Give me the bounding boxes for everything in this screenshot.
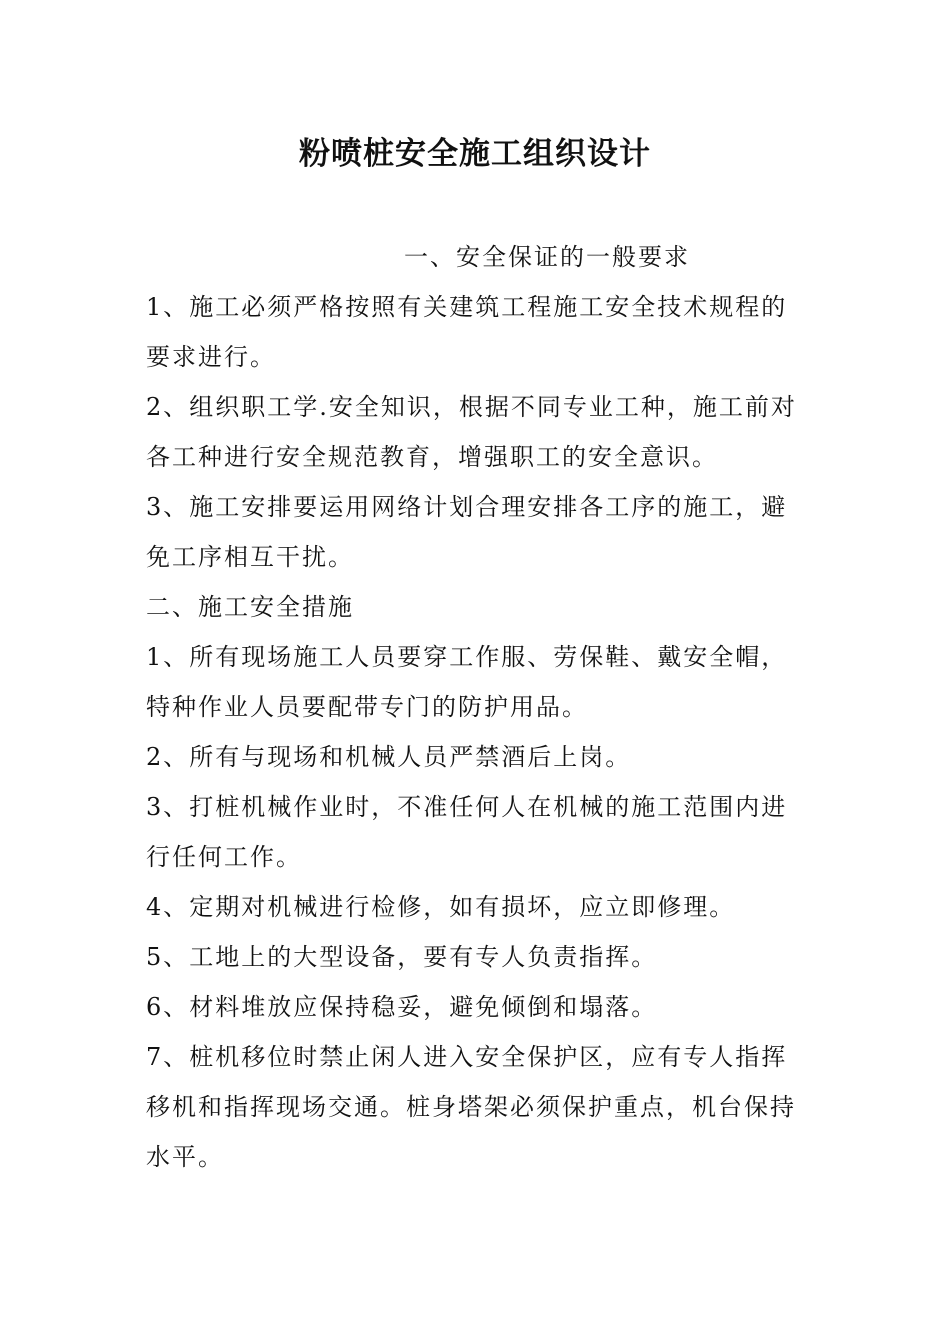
document-body	[146, 232, 810, 1182]
section-heading-general-requirements: 一、安全保证的一般要求	[404, 243, 690, 271]
paragraph: 4、定期对机械进行检修，如有损坏，应立即修理。	[146, 893, 736, 921]
paragraph: 1、施工必须严格按照有关建筑工程施工安全技术规程的要求进行。	[146, 293, 788, 371]
document-title: 粉喷桩安全施工组织设计	[299, 136, 651, 172]
paragraph: 6、材料堆放应保持稳妥，避免倾倒和塌落。	[146, 993, 658, 1021]
paragraph: 1、所有现场施工人员要穿工作服、劳保鞋、戴安全帽，特种作业人员要配带专门的防护用品。	[146, 643, 788, 721]
paragraph: 7、桩机移位时禁止闲人进入安全保护区，应有专人指挥移机和指挥现场交通。桩身塔架必须保护重点，机台保持水平。	[146, 1043, 796, 1171]
paragraph: 3、打桩机械作业时，不准任何人在机械的施工范围内进行任何工作。	[146, 793, 788, 871]
paragraph: 2、所有与现场和机械人员严禁酒后上岗。	[146, 743, 632, 771]
paragraph: 5、工地上的大型设备，要有专人负责指挥。	[146, 943, 658, 971]
paragraph: 2、组织职工学.安全知识，根据不同专业工种，施工前对各工种进行安全规范教育，增强职工的安全意识。	[146, 393, 797, 471]
section-heading-safety-measures: 二、施工安全措施	[146, 593, 354, 621]
paragraph: 3、施工安排要运用网络计划合理安排各工序的施工，避免工序相互干扰。	[146, 493, 788, 571]
